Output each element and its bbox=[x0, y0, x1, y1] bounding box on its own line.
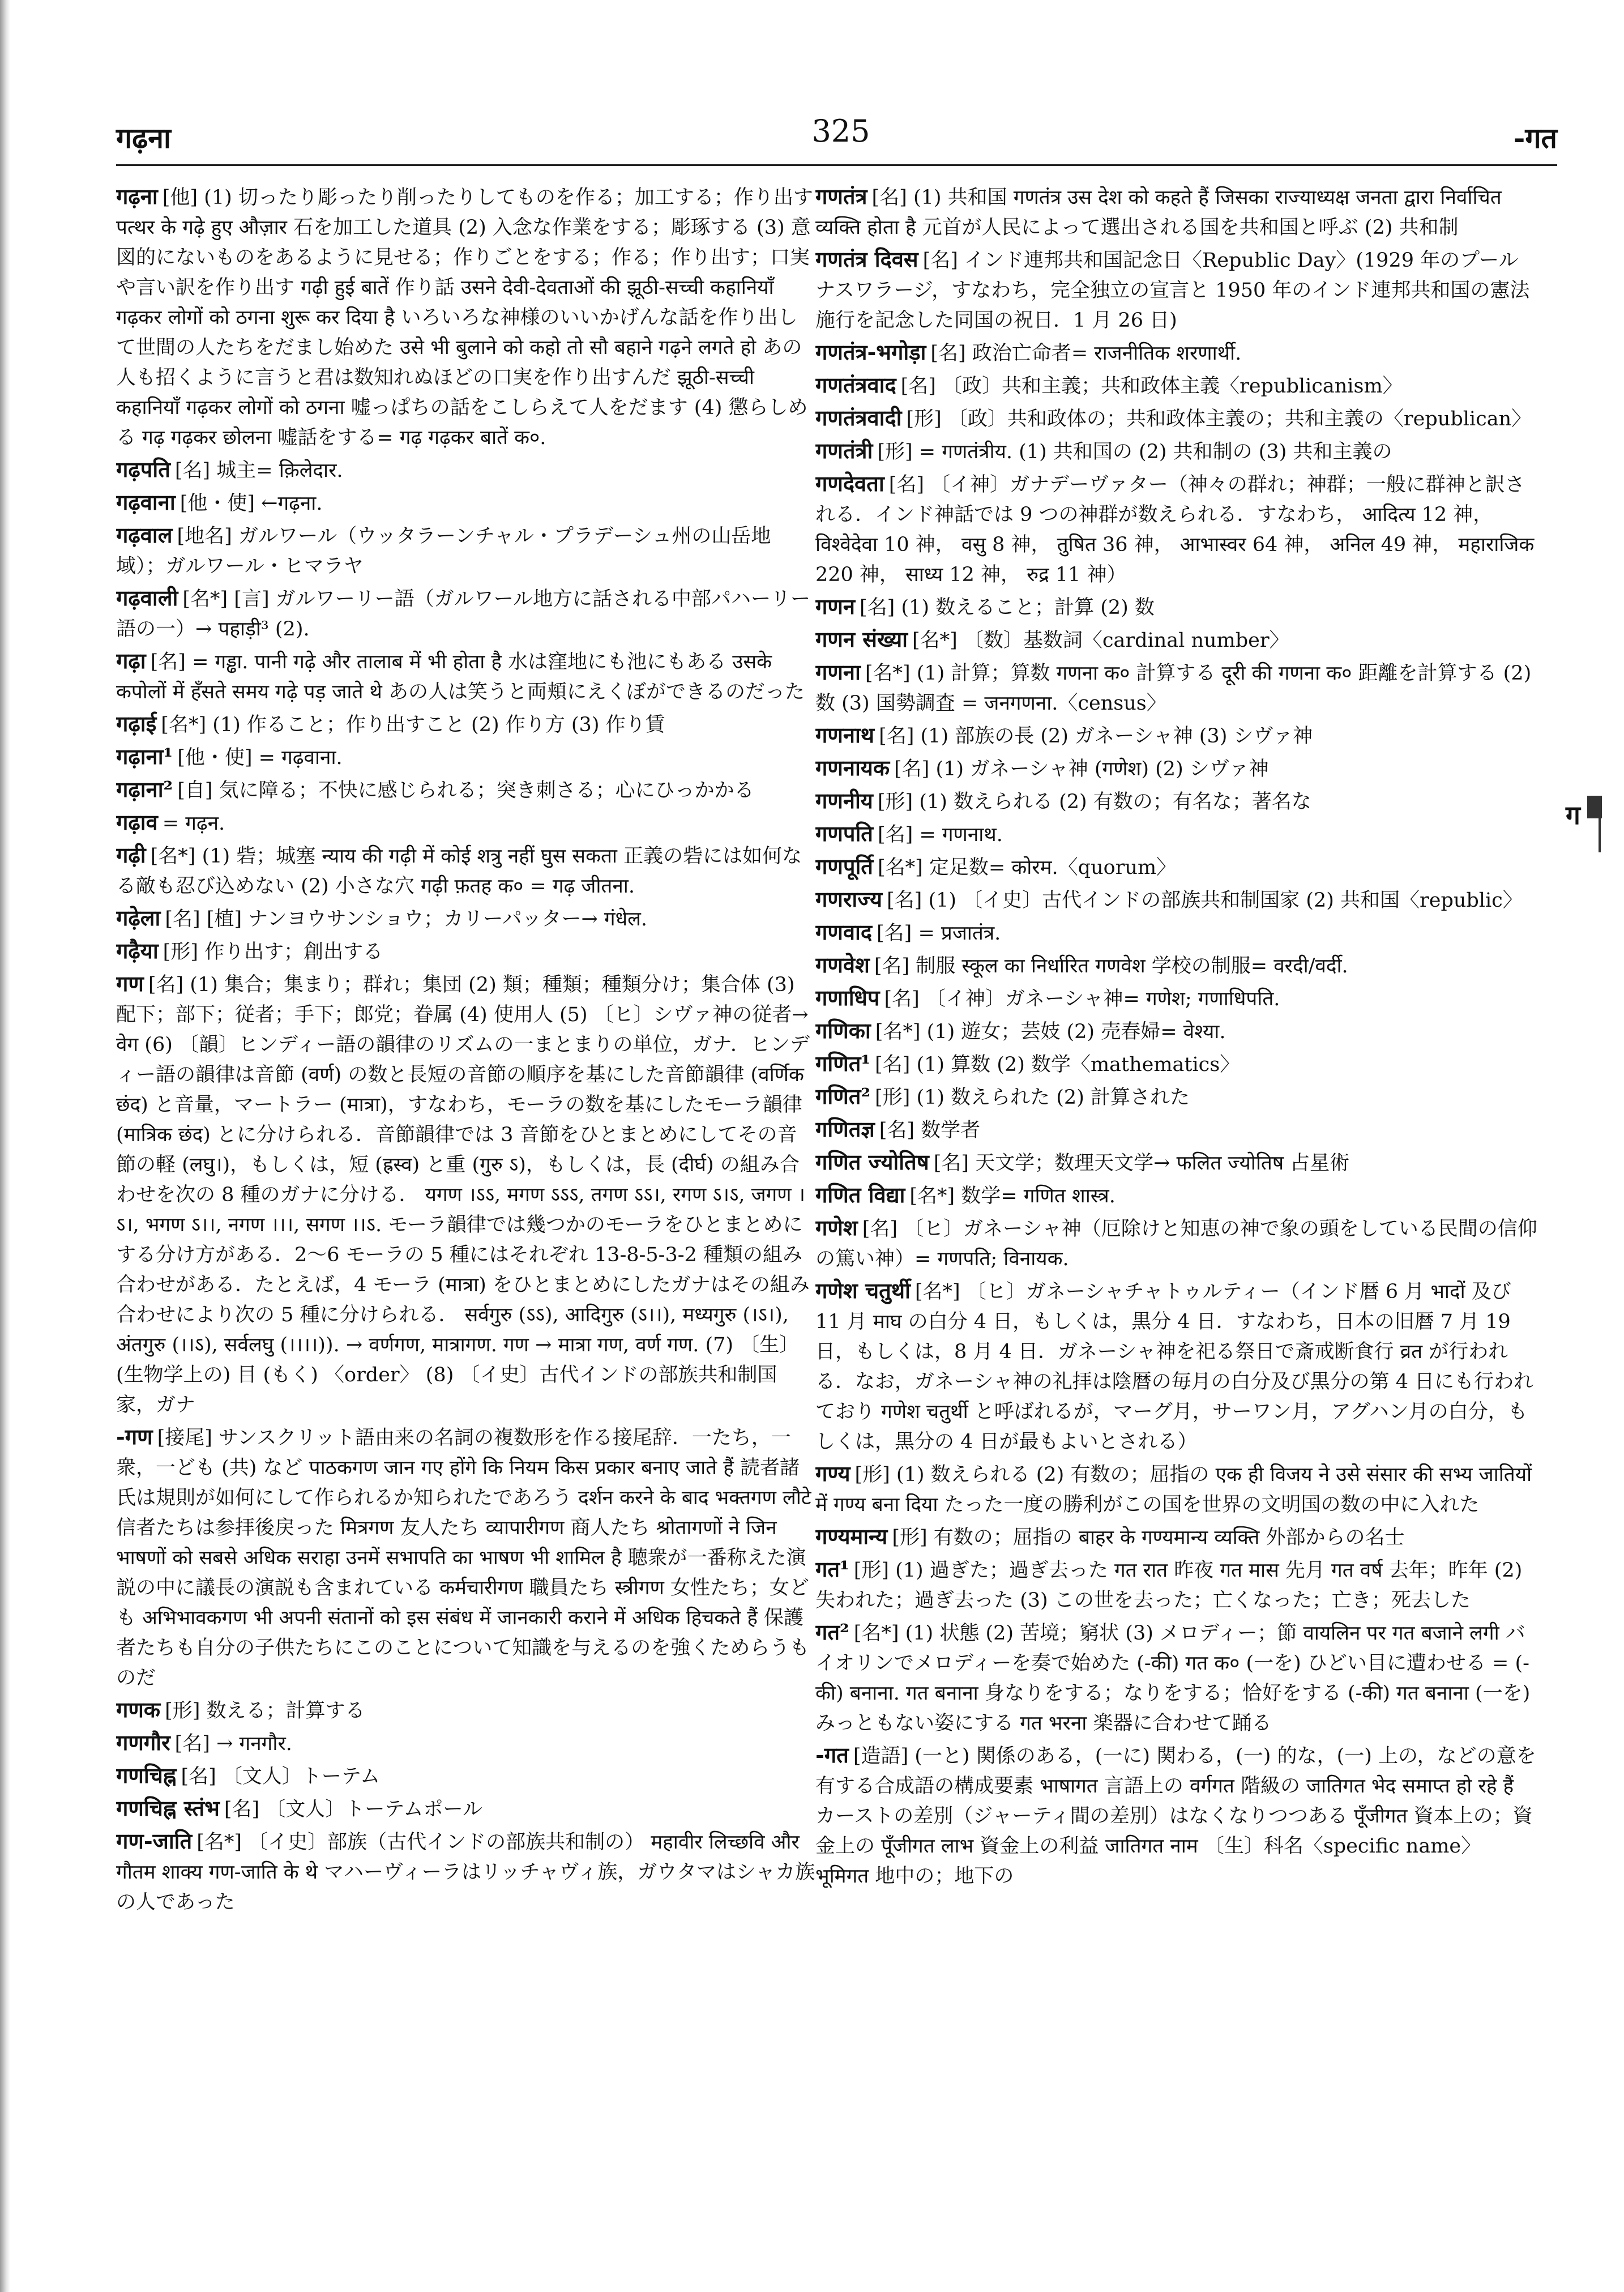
dictionary-entry bbox=[815, 244, 1537, 336]
dictionary-entry bbox=[815, 851, 1537, 883]
dictionary-entry bbox=[815, 1048, 1537, 1080]
entry-headword: गणगौर bbox=[116, 1730, 170, 1755]
entry-definition: [名*] (1) 計算；算数 गणना क० 計算する दूरी की गणना क० 距離を計算する (2) 数 (3) 国勢調査 = जनगणना.〈census〉 bbox=[815, 662, 1532, 715]
dictionary-entry bbox=[815, 1081, 1537, 1113]
entry-definition: [造語] (一と) 関係のある，(一に) 関わる，(一) 的な，(一) 上の，などの意を有する合成語の構成要素 भाषागत 言語上の वर्गगत 階級の जातिगत भेद समाप्त हो रहे हैं カーストの差別（ジャーティ間の差別）はなくなりつつある पूँजीगत 資本上の；資金上の पूँजीगत लाभ 資金上の利益 जातिगत नाम 〔生〕科名〈specific name〉 भूमिगत 地中の；地下の bbox=[815, 1745, 1536, 1888]
dictionary-entry bbox=[116, 487, 815, 519]
entry-definition: [名] 制服 स्कूल का निर्धारित गणवेश 学校の制服= वरदी/वर्दी. bbox=[874, 955, 1348, 978]
entry-headword: गणतंत्री bbox=[815, 438, 873, 463]
dictionary-entry bbox=[815, 1213, 1537, 1274]
entry-headword: गढ़ाना¹ bbox=[116, 744, 173, 769]
entry-headword: गणपति bbox=[815, 821, 873, 846]
dictionary-entry bbox=[815, 337, 1537, 369]
entry-headword: गढ़ैया bbox=[116, 938, 159, 963]
entry-definition: [名] 〔ヒ〕ガネーシャ神（厄除けと知恵の神で象の頭をしている民間の信仰の篤い神）= गणपति; विनायक. bbox=[815, 1218, 1537, 1270]
entry-headword: गणन bbox=[815, 594, 855, 619]
dictionary-entry bbox=[815, 403, 1537, 434]
entry-headword: गणिका bbox=[815, 1018, 871, 1043]
entry-headword: गणनायक bbox=[815, 755, 890, 780]
header-left-guide-word: गढ़ना bbox=[116, 121, 171, 155]
entry-headword: गणदेवता bbox=[815, 471, 884, 496]
entry-headword: गढ़वाना bbox=[116, 489, 176, 515]
entry-headword: गणाधिप bbox=[815, 985, 880, 1010]
entry-definition: [名] (1) ガネーシャ神 (गणेश) (2) シヴァ神 bbox=[894, 758, 1269, 780]
dictionary-entry bbox=[116, 181, 815, 453]
entry-headword: गणित विद्या bbox=[815, 1182, 905, 1207]
entry-definition: [他・使] ←गढ़ना. bbox=[180, 492, 323, 515]
dictionary-entry bbox=[116, 807, 815, 839]
dictionary-entry bbox=[815, 786, 1537, 817]
dictionary-entry bbox=[815, 753, 1537, 784]
entry-headword: गणन संख्या bbox=[815, 626, 908, 652]
entry-definition: [接尾] サンスクリット語由来の名詞の複数形を作る接尾辞．一たち，一衆，一ども (共) など पाठकगण जान गए होंगे कि नियम किस प्रकार बनाए जाते हैं 読者諸氏は規則が如何にして作られるか知られたであろう दर्शन करने के बाद भक्तगण लौटे 信者たちは参拝後戻った मित्रगण 友人たち व्यापारीगण 商人たち श्रोतागणों ने जिन भाषणों को सबसे अधिक सराहा उनमें सभापति का भाषण भी शामिल है 聴衆が一番称えた演説の中に議長の演説も含まれている कर्मचारीगण 職員たち स्त्रीगण 女性たち；女ども अभिभावकगण भी अपनी संतानों को इस संबंध में जानकारी कराने में अधिक हिचकते हैं 保護者たちも自分の子供たちにこのことについて知識を与えるのを強くためらうものだ bbox=[116, 1427, 811, 1689]
entry-definition: [形] 有数の；屈指の बाहर के गण्यमान्य व्यक्ति 外部からの名士 bbox=[892, 1526, 1405, 1549]
dictionary-entry bbox=[815, 983, 1537, 1014]
dictionary-entry bbox=[815, 818, 1537, 850]
entry-headword: गणतंत्रवादी bbox=[815, 405, 902, 430]
entry-definition: [自] 気に障る；不快に感じられる；突き刺さる；心にひっかかる bbox=[177, 779, 754, 802]
dictionary-entry bbox=[116, 1727, 815, 1759]
entry-definition: [名] 数学者 bbox=[879, 1119, 981, 1142]
entry-definition: [名*] 〔数〕基数詞〈cardinal number〉 bbox=[912, 629, 1289, 652]
entry-definition: [名] (1) 部族の長 (2) ガネーシャ神 (3) シヴァ神 bbox=[879, 725, 1313, 748]
entry-definition: [名] → गनगौर. bbox=[174, 1732, 292, 1755]
dictionary-entry bbox=[815, 1617, 1537, 1739]
entry-headword: गणित¹ bbox=[815, 1051, 871, 1076]
entry-headword: गढ़वाली bbox=[116, 585, 178, 611]
entry-headword: गणतंत्र bbox=[815, 183, 867, 209]
header-right-guide-word: -गत bbox=[1513, 121, 1557, 155]
dictionary-entry bbox=[815, 1275, 1537, 1457]
dictionary-entry bbox=[116, 1793, 815, 1825]
entry-definition: [名] 城主= क़िलेदार. bbox=[174, 459, 343, 482]
entry-headword: गणितज्ञ bbox=[815, 1116, 875, 1142]
entry-definition: [名*] 〔イ史〕部族（古代インドの部族共和制の） महावीर लिच्छवि और गौतम शाक्य गण-जाति के थे マハーヴィーラはリッチャヴィ族，ガウタマはシャカ族の人であった bbox=[116, 1831, 815, 1914]
entry-definition: [名*] (1) 作ること；作り出すこと (2) 作り方 (3) 作り賃 bbox=[161, 714, 665, 736]
dictionary-entry bbox=[116, 708, 815, 740]
dictionary-entry bbox=[815, 1458, 1537, 1520]
dictionary-entry bbox=[116, 840, 815, 902]
entry-headword: गणित ज्योतिष bbox=[815, 1149, 929, 1175]
dictionary-entry bbox=[116, 583, 815, 645]
entry-headword: गढ़वाल bbox=[116, 522, 173, 548]
dictionary-entry bbox=[116, 903, 815, 934]
entry-definition: = गढ़न. bbox=[162, 812, 225, 835]
dictionary-entry bbox=[116, 646, 815, 707]
entry-headword: गढ़ेला bbox=[116, 905, 161, 931]
dictionary-entry bbox=[116, 454, 815, 486]
entry-definition: [名] 〔文人〕トーテムポール bbox=[224, 1798, 482, 1821]
thumb-index-tab bbox=[1566, 790, 1611, 852]
entry-headword: गणतंत्रवाद bbox=[815, 372, 896, 398]
entry-definition: [名] 政治亡命者= राजनीतिक शरणार्थी. bbox=[930, 342, 1242, 365]
entry-headword: गणवेश bbox=[815, 952, 870, 978]
entry-definition: [形] (1) 数えられる (2) 有数の；有名な；著名な bbox=[877, 791, 1311, 813]
entry-definition: [形] (1) 数えられた (2) 計算された bbox=[875, 1086, 1190, 1109]
dictionary-entry bbox=[116, 1826, 815, 1918]
page-number: 325 bbox=[811, 113, 870, 149]
thumb-index-letter: ग bbox=[1566, 800, 1580, 830]
dictionary-entry bbox=[815, 468, 1537, 590]
dictionary-entry bbox=[815, 884, 1537, 916]
scan-edge bbox=[0, 0, 10, 2292]
entry-definition: [名] = प्रजातंत्र. bbox=[877, 922, 1001, 945]
dictionary-entry bbox=[815, 1114, 1537, 1146]
dictionary-entry bbox=[815, 950, 1537, 981]
entry-definition: [形] 数える；計算する bbox=[165, 1700, 365, 1722]
entry-headword: गणतंत्र-भगोड़ा bbox=[815, 339, 926, 365]
entry-headword: गणतंत्र दिवस bbox=[815, 246, 918, 272]
entry-definition: [名] 〔政〕共和主義；共和政体主義〈republicanism〉 bbox=[900, 375, 1403, 398]
entry-headword: गणचिह्न स्तंभ bbox=[116, 1795, 220, 1821]
entry-headword: गढ़ाव bbox=[116, 809, 158, 835]
entry-headword: गणराज्य bbox=[815, 886, 883, 912]
entry-headword: गण bbox=[116, 971, 144, 996]
entry-definition: [名*] (1) 状態 (2) 苦境；窮状 (3) メロディー；節 वायलिन पर गत बजाने लगी バイオリンでメロディーを奏で始めた (-की) गत क० (一を) ひどい目に遭わせる = (-की) बनाना. गत बनाना 身なりをする；なりをする；恰好をする (-की) गत बनाना (一を) みっともない姿にする गत भरना 楽器に合わせて踊る bbox=[815, 1622, 1531, 1735]
entry-headword: गणपूर्ति bbox=[815, 853, 873, 879]
entry-headword: गणवाद bbox=[815, 919, 873, 945]
entry-headword: -गत bbox=[815, 1742, 849, 1768]
entry-definition: [他・使] = गढ़वाना. bbox=[177, 746, 343, 769]
entry-definition: [名*] 〔ヒ〕ガネーシャチャトゥルティー（インド暦 6 月 भादों 及び 11 月 माघ の白分 4 日，もしくは，黒分 4 日．すなわち，日本の旧暦 7 月 19 日，もしくは，8 月 4 日．ガネーシャ神を祀る祭日で斎戒断食行 व्रत が行われる．なお，ガネーシャ神の礼拝は陰暦の毎月の白分及び黒分の第 4 日にも行われており गणेश चतुर्थी と呼ばれるが，マーグ月，サーワン月，アグハン月の白分，もしくは，黒分の 4 日が最もよいとされる） bbox=[815, 1281, 1534, 1453]
entry-definition: [名] 天文学；数理天文学→ फलित ज्योतिष 占星術 bbox=[933, 1152, 1350, 1175]
entry-headword: गण्य bbox=[815, 1461, 851, 1486]
entry-headword: गढ़ा bbox=[116, 648, 146, 673]
dictionary-entry bbox=[116, 520, 815, 582]
dictionary-entry bbox=[815, 624, 1537, 656]
entry-definition: [形] 〔政〕共和政体の；共和政体主義の；共和主義の〈republican〉 bbox=[906, 408, 1532, 430]
entry-headword: गढ़ाना² bbox=[116, 776, 173, 802]
dictionary-entry bbox=[815, 657, 1537, 719]
entry-headword: गणेश bbox=[815, 1215, 858, 1240]
header-rule bbox=[116, 164, 1557, 166]
dictionary-entry bbox=[815, 181, 1537, 243]
entry-definition: [名] = गड्ढा. पानी गढ़े और तालाब में भी होता है 水は窪地にも池にもある उसके कपोलों में हँसते समय गढ़े पड़ जाते थे あの人は笑うと両頬にえくぼができるのだった bbox=[116, 651, 805, 703]
entry-definition: [形] 作り出す；創出する bbox=[163, 941, 383, 963]
entry-definition: [名*] 数学= गणित शास्त्र. bbox=[909, 1185, 1116, 1207]
entry-headword: गणनाथ bbox=[815, 722, 875, 748]
dictionary-entry bbox=[815, 436, 1537, 467]
entry-headword: गढ़ना bbox=[116, 183, 158, 209]
entry-headword: गणक bbox=[116, 1697, 161, 1722]
entry-headword: गढ़ाई bbox=[116, 711, 157, 736]
entry-definition: [地名] ガルワール（ウッタラーンチャル・プラデーシュ州の山岳地域）；ガルワール・ヒマラヤ bbox=[116, 525, 771, 578]
entry-headword: गण-जाति bbox=[116, 1828, 193, 1854]
dictionary-entry bbox=[116, 1760, 815, 1792]
entry-definition: [名] (1) 〔イ史〕古代インドの部族共和制国家 (2) 共和国〈republic〉 bbox=[887, 889, 1523, 912]
entry-definition: [名] (1) 算数 (2) 数学〈mathematics〉 bbox=[875, 1053, 1240, 1076]
dictionary-entry bbox=[815, 1554, 1537, 1616]
entry-definition: [名] (1) 数えること；計算 (2) 数 bbox=[859, 596, 1155, 619]
entry-definition: [形] = गणतंत्रीय. (1) 共和国の (2) 共和制の (3) 共和主義の bbox=[877, 441, 1392, 463]
dictionary-entry bbox=[116, 741, 815, 773]
dictionary-entry bbox=[815, 720, 1537, 752]
left-column bbox=[116, 181, 815, 2243]
dictionary-entry bbox=[815, 1147, 1537, 1179]
entry-definition: [名*] (1) 遊女；芸妓 (2) 売春婦= वेश्या. bbox=[875, 1021, 1226, 1043]
entry-definition: [名] [植] ナンヨウサンショウ；カリーパッター→ गंधेल. bbox=[165, 908, 647, 931]
dictionary-entry bbox=[116, 1422, 815, 1693]
entry-headword: गणनीय bbox=[815, 788, 873, 813]
dictionary-entry bbox=[815, 370, 1537, 402]
dictionary-entry bbox=[815, 591, 1537, 623]
entry-definition: [名] = गणनाथ. bbox=[877, 823, 1003, 846]
entry-definition: [名*] 定足数= कोरम.〈quorum〉 bbox=[877, 856, 1177, 879]
dictionary-entry bbox=[116, 936, 815, 967]
right-column bbox=[815, 181, 1537, 2243]
entry-headword: गणना bbox=[815, 659, 861, 685]
dictionary-entry bbox=[116, 968, 815, 1420]
thumb-index-line bbox=[1599, 818, 1601, 852]
entry-definition: [名] 〔イ神〕ガナデーヴァター（神々の群れ；神群；一般に群神と訳される．インド神話では 9 つの神群が数えられる．すなわち， आदित्य 12 神， विश्वेदेवा 10 神， वसु 8 神， तुषित 36 神， आभास्वर 64 神， अनिल 49 神， महाराजिक 220 神， साध्य 12 神， रुद्र 11 神） bbox=[815, 473, 1535, 586]
dictionary-entry bbox=[116, 774, 815, 806]
entry-headword: गणेश चतुर्थी bbox=[815, 1278, 911, 1303]
entry-definition: [形] (1) 過ぎた；過ぎ去った गत रात 昨夜 गत मास 先月 गत वर्ष 去年；昨年 (2) 失われた；過ぎ去った (3) この世を去った；亡くなった；亡き；死去した bbox=[815, 1559, 1523, 1612]
dictionary-entry bbox=[815, 1521, 1537, 1553]
dictionary-entry bbox=[815, 1015, 1537, 1047]
entry-headword: गणित² bbox=[815, 1083, 871, 1109]
entry-headword: गढ़पति bbox=[116, 456, 170, 482]
dictionary-entry bbox=[815, 1180, 1537, 1211]
dictionary-entry bbox=[116, 1695, 815, 1726]
entry-headword: गत² bbox=[815, 1619, 849, 1645]
entry-definition: [他] (1) 切ったり彫ったり削ったりしてものを作る；加工する；作り出す पत्थर के गढ़े हुए औज़ार 石を加工した道具 (2) 入念な作業をする；彫琢する (3) 意図的にないものをあるように見せる；作りごとをする；作る；作り出す；口実や言い訳を作り出す गढ़ी हुई बातें 作り話 उसने देवी-देवताओं की झूठी-सच्ची कहानियाँ गढ़कर लोगों को ठगना शुरू कर दिया है いろいろな神様のいいかげんな話を作り出して世間の人たちをだまし始めた उसे भी बुलाने को कहो तो सौ बहाने गढ़ने लगते हो あの人も招くように言うと君は数知れぬほどの口実を作り出すんだ झूठी-सच्ची कहानियाँ गढ़कर लोगों को ठगना 嘘っぱちの話をこしらえて人をだます (4) 懲らしめる गढ़ गढ़कर छोलना 嘘話をする= गढ़ गढ़कर बातें क०. bbox=[116, 186, 813, 449]
page-header bbox=[116, 106, 1557, 157]
entry-definition: [名*] (1) 砦；城塞 न्याय की गढ़ी में कोई शत्रु नहीं घुस सकता 正義の砦には如何なる敵も忍び込めない (2) 小さな穴 गढ़ी फ़तह क० = गढ़ जीतना. bbox=[116, 845, 802, 898]
entry-headword: गण्यमान्य bbox=[815, 1523, 888, 1549]
entry-definition: [名*] [言] ガルワーリー語（ガルワール地方に話される中部パハーリー語の一）→ पहाड़ी³ (2). bbox=[116, 588, 811, 641]
entry-definition: [名] インド連邦共和国記念日〈Republic Day〉(1929 年のプールナスワラージ，すなわち，完全独立の宣言と 1950 年のインド連邦共和国の憲法施行を記念した同国の祝日．1 月 26 日) bbox=[815, 249, 1530, 332]
thumb-index-marker bbox=[1587, 796, 1602, 818]
entry-headword: गत¹ bbox=[815, 1556, 849, 1582]
dictionary-entry bbox=[815, 917, 1537, 949]
entry-definition: [名] (1) 共和国 गणतंत्र उस देश को कहते हैं जिसका राज्याध्यक्ष जनता द्वारा निर्वाचित व्यक्ति होता है 元首が人民によって選出される国を共和国と呼ぶ (2) 共和制 bbox=[815, 186, 1502, 239]
entry-definition: [形] (1) 数えられる (2) 有数の；屈指の एक ही विजय ने उसे संसार की सभ्य जातियों में गण्य बना दिया たった一度の勝利がこの国を世界の文明国の数の中に入れた bbox=[815, 1463, 1532, 1516]
entry-definition: [名] 〔文人〕トーテム bbox=[181, 1765, 381, 1788]
entry-definition: [名] (1) 集合；集まり；群れ；集団 (2) 類；種類；種類分け；集合体 (3) 配下；部下；従者；手下；郎党；眷属 (4) 使用人 (5) 〔ヒ〕シヴァ神の従者→ वेग (6) 〔韻〕ヒンディー語の韻律のリズムの一まとまりの単位，ガナ．ヒンディー語の韻律は音節 (वर्ण) の数と長短の音節の順序を基にした音節韻律 (वर्णिक छंद) と音量，マートラー (मात्रा)，すなわち，モーラの数を基にしたモーラ韻律 (मात्रिक छंद) とに分けられる．音節韻律では 3 音節をひとまとめにしてその音節の軽 (लघु।)，もしくは，短 (ह्रस्व) と重 (गुरु ऽ)，もしくは，長 (दीर्घ) の組み合わせを次の 8 種のガナに分ける． यगण ।ऽऽ, मगण ऽऽऽ, तगण ऽऽ।, रगण ऽ।ऽ, जगण ।ऽ।, भगण ऽ।।, नगण ।।।, सगण ।।ऽ. モーラ韻律では幾つかのモーラをひとまとめにする分け方がある．2〜6 モーラの 5 種にはそれぞれ 13-8-5-3-2 種類の組み合わせがある．たとえば，4 モーラ (मात्रा) をひとまとめにしたガナはその組み合わせにより次の 5 種に分けられる． सर्वगुरु (ऽऽ), आदिगुरु (ऽ।।), मध्यगुरु (।ऽ।), अंतगुरु (।।ऽ), सर्वलघु (।।।।)). → वर्णगण, मात्रागण. गण → मात्रा गण, वर्ण गण. (7) 〔生〕(生物学上の) 目 (もく) 〈order〉 (8) 〔イ史〕古代インドの部族共和制国家，ガナ bbox=[116, 974, 810, 1416]
dictionary-entry bbox=[815, 1740, 1537, 1892]
entry-headword: गणचिह्न bbox=[116, 1762, 177, 1788]
entry-headword: -गण bbox=[116, 1424, 153, 1449]
entry-headword: गढ़ी bbox=[116, 842, 146, 868]
entry-definition: [名] 〔イ神〕ガネーシャ神= गणेश; गणाधिपति. bbox=[884, 988, 1280, 1010]
